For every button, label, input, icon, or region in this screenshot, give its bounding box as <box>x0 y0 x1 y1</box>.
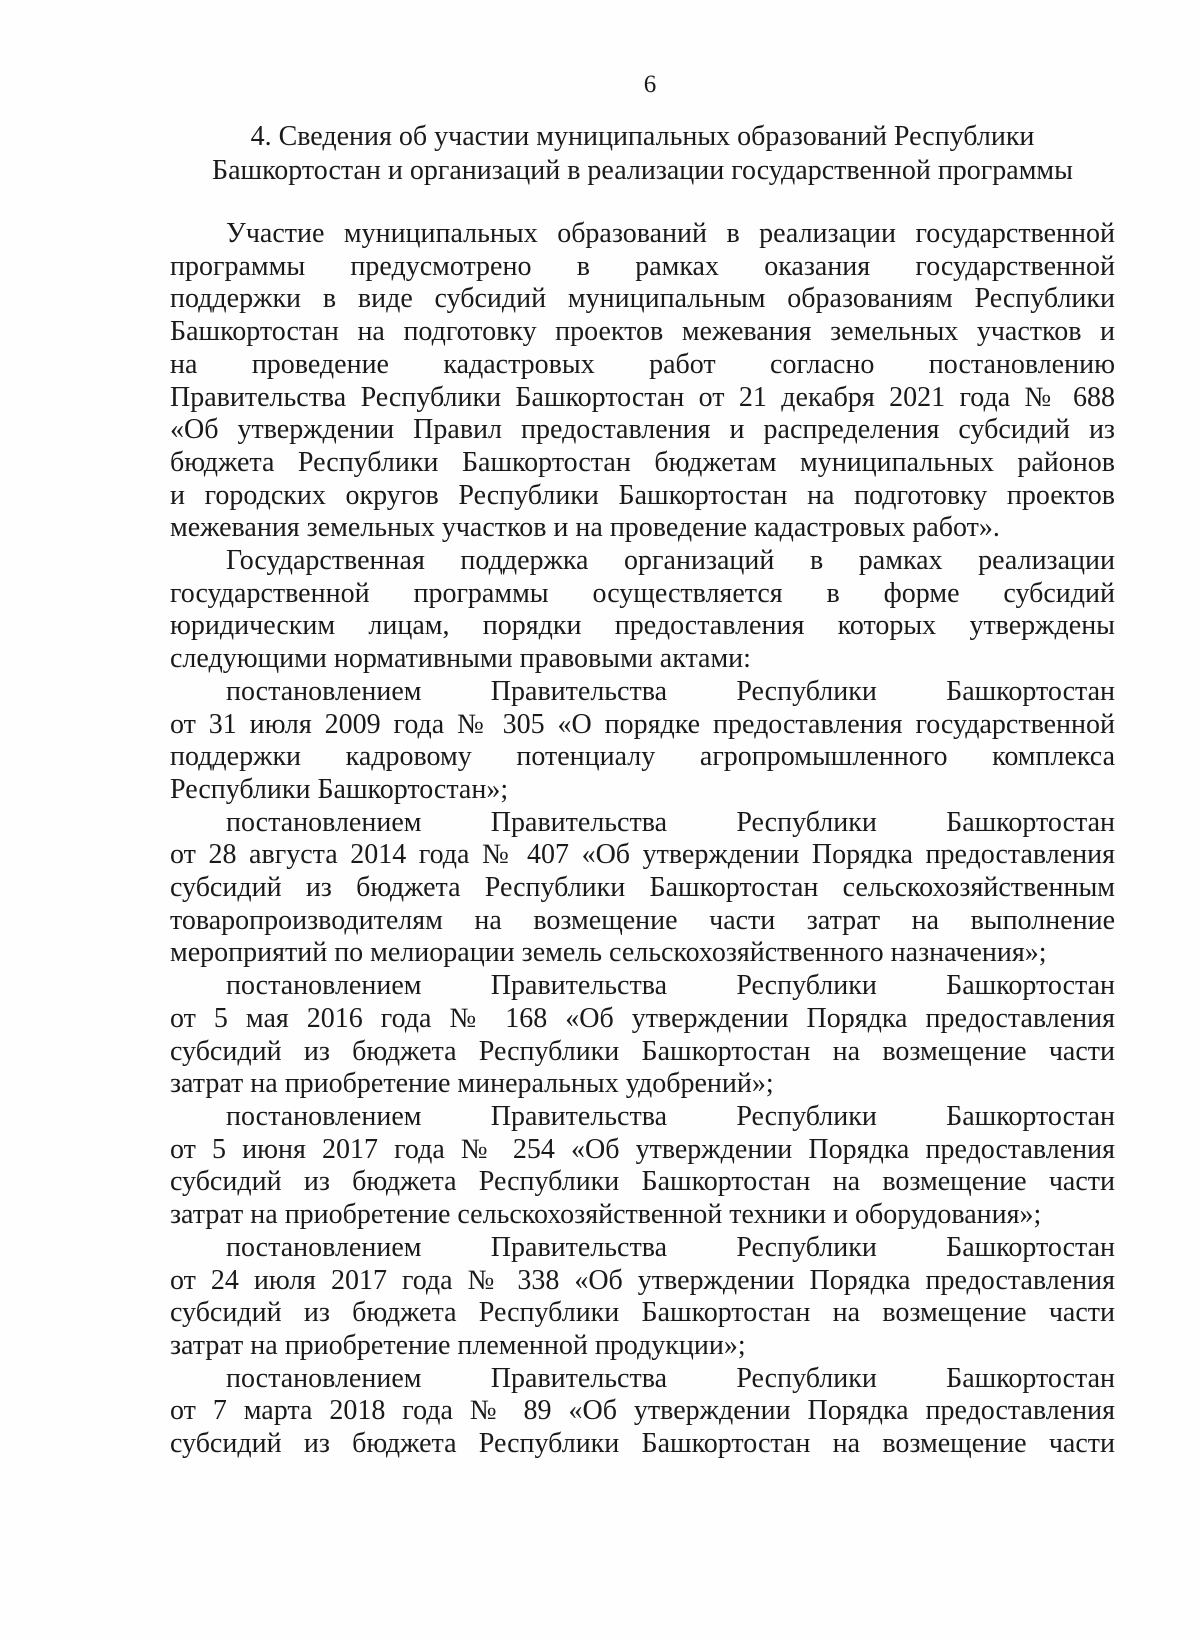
text-line: затрат на приобретение сельскохозяйственной техники и оборудования»; <box>170 1199 1042 1231</box>
text-line: межевания земельных участков и на проведение кадастровых работ». <box>170 512 1000 544</box>
decree-head: постановлением Правительства Республики Башкортостан <box>226 1362 1115 1394</box>
text-line: затрат на приобретение племенной продукции»; <box>170 1329 746 1361</box>
text-line: мероприятий по мелиорации земель сельскохозяйственного назначения»; <box>170 937 1047 969</box>
text-line: от 5 мая 2016 года № 168 «Об утверждении Порядка предоставления <box>170 1002 1115 1034</box>
decree-item <box>170 1363 1115 1461</box>
section-heading-line: Башкортостан и организаций в реализации государственной программы <box>212 155 1073 186</box>
section-heading-line: 4. Сведения об участии муниципальных образований Республики <box>250 121 1035 152</box>
document-body <box>170 218 1115 1461</box>
text-line: государственной программы осуществляется в форме субсидий <box>170 577 1115 609</box>
text-line: от 28 августа 2014 года № 407 «Об утверждении Порядка предоставления <box>170 839 1115 871</box>
text-line: юридическим лицам, порядки предоставления которых утверждены <box>170 610 1115 642</box>
page-number: 6 <box>643 71 657 98</box>
decree-head: постановлением Правительства Республики Башкортостан <box>226 970 1115 1002</box>
text-line: затрат на приобретение минеральных удобрений»; <box>170 1068 774 1100</box>
text-line: товаропроизводителям на возмещение части затрат на выполнение <box>170 904 1115 936</box>
text-line: поддержки в виде субсидий муниципальным образованиям Республики <box>170 283 1115 315</box>
paragraph <box>170 545 1115 676</box>
text-line: поддержки кадровому потенциалу агропромышленного комплекса <box>170 741 1115 773</box>
paragraph <box>170 218 1115 545</box>
text-line: субсидий из бюджета Республики Башкортостан сельскохозяйственным <box>170 872 1115 904</box>
decree-item <box>170 1232 1115 1363</box>
text-line: Башкортостан на подготовку проектов межевания земельных участков и <box>170 316 1115 348</box>
text-line: от 5 июня 2017 года № 254 «Об утверждении Порядка предоставления <box>170 1133 1115 1165</box>
text-line: Правительства Республики Башкортостан от 21 декабря 2021 года № 688 <box>170 381 1115 413</box>
decree-head: постановлением Правительства Республики Башкортостан <box>226 675 1115 707</box>
text-line: следующими нормативными правовыми актами: <box>170 643 751 675</box>
text-line: субсидий из бюджета Республики Башкортостан на возмещение части <box>170 1297 1115 1329</box>
text-line: от 24 июля 2017 года № 338 «Об утверждении Порядка предоставления <box>170 1264 1115 1296</box>
decree-head: постановлением Правительства Республики Башкортостан <box>226 1100 1115 1132</box>
text-line: от 31 июля 2009 года № 305 «О порядке предоставления государственной <box>170 708 1115 740</box>
text-line: от 7 марта 2018 года № 89 «Об утверждении Порядка предоставления <box>170 1395 1115 1427</box>
decree-item <box>170 807 1115 971</box>
text-line: программы предусмотрено в рамках оказания государственной <box>170 250 1115 282</box>
decree-item <box>170 970 1115 1101</box>
text-line: Участие муниципальных образований в реализации государственной <box>226 218 1115 249</box>
decree-item <box>170 676 1115 807</box>
text-line: Республики Башкортостан»; <box>170 773 509 805</box>
text-line: субсидий из бюджета Республики Башкортостан на возмещение части <box>170 1166 1115 1198</box>
decree-head: постановлением Правительства Республики Башкортостан <box>226 1231 1115 1263</box>
text-line: субсидий из бюджета Республики Башкортостан на возмещение части <box>170 1428 1115 1460</box>
text-line: бюджета Республики Башкортостан бюджетам муниципальных районов <box>170 446 1115 478</box>
text-line: Государственная поддержка организаций в рамках реализации <box>226 545 1115 577</box>
text-line: «Об утверждении Правил предоставления и распределения субсидий из <box>170 414 1115 446</box>
text-line: на проведение кадастровых работ согласно постановлению <box>170 348 1115 380</box>
decree-item <box>170 1101 1115 1232</box>
text-line: и городских округов Республики Башкортостан на подготовку проектов <box>170 479 1115 511</box>
section-heading <box>170 120 1115 188</box>
decree-head: постановлением Правительства Республики Башкортостан <box>226 806 1115 838</box>
text-line: субсидий из бюджета Республики Башкортостан на возмещение части <box>170 1035 1115 1067</box>
